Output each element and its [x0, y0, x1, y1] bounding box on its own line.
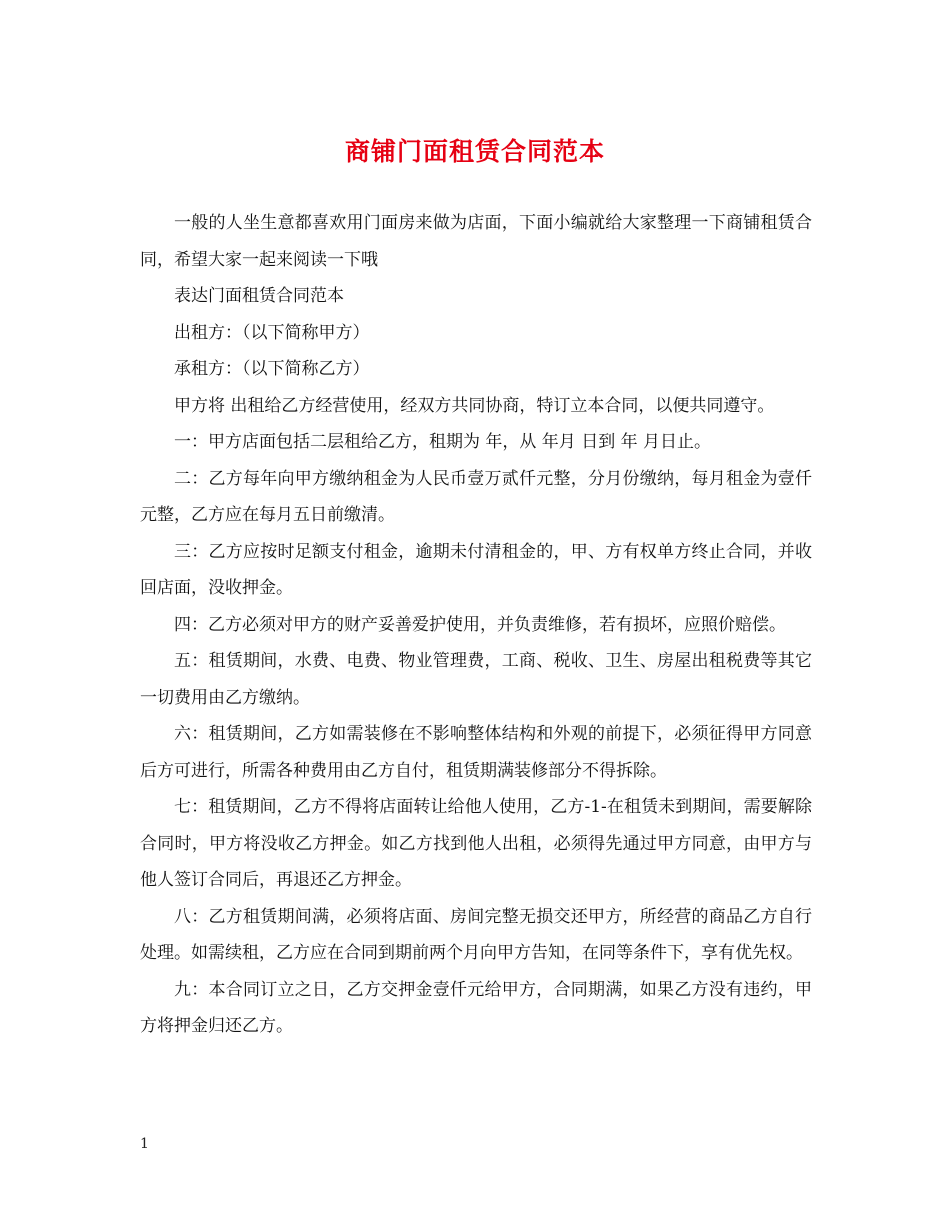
clause-6: 六：租赁期间，乙方如需装修在不影响整体结构和外观的前提下，必须征得甲方同意后方可进行，所需各种费用由乙方自付，租赁期满装修部分不得拆除。	[140, 724, 812, 781]
paragraph-intro: 一般的人坐生意都喜欢用门面房来做为店面，下面小编就给大家整理一下商铺租赁合同，希望大家一起来阅读一下哦	[140, 213, 812, 270]
paragraph-lessor: 出租方：（以下简称甲方）	[174, 322, 370, 343]
paragraph-subtitle: 表达门面租赁合同范本	[174, 286, 344, 306]
clause-9: 九：本合同订立之日，乙方交押金壹仟元给甲方，合同期满，如果乙方没有违约，甲方将押金归还乙方。	[140, 979, 812, 1036]
clause-5: 五：租赁期间，水费、电费、物业管理费，工商、税收、卫生、房屋出租税费等其它一切费用由乙方缴纳。	[140, 651, 812, 708]
clause-1: 一：甲方店面包括二层租给乙方，租期为 年，从 年月 日到 年 月日止。	[174, 432, 712, 452]
paragraph-lessee: 承租方：（以下简称乙方）	[174, 359, 370, 379]
document-title: 商铺门面租赁合同范本	[344, 137, 605, 166]
clause-2: 二：乙方每年向甲方缴纳租金为人民币壹万贰仟元整，分月份缴纳，每月租金为壹仟元整，乙方应在每月五日前缴清。	[140, 468, 812, 525]
clause-4: 四：乙方必须对甲方的财产妥善爱护使用，并负责维修，若有损坏，应照价赔偿。	[174, 614, 786, 635]
clause-8: 八：乙方租赁期间满，必须将店面、房间完整无损交还甲方，所经营的商品乙方自行处理。如需续租，乙方应在合同到期前两个月向甲方告知，在同等条件下，享有优先权。	[140, 906, 812, 963]
clause-3: 三：乙方应按时足额支付租金，逾期未付清租金的，甲、方有权单方终止合同，并收回店面，没收押金。	[140, 541, 812, 598]
clause-7: 七：租赁期间，乙方不得将店面转让给他人使用，乙方-1-在租赁未到期间，需要解除合同时，甲方将没收乙方押金。如乙方找到他人出租，必须得先通过甲方同意，由甲方与他人签订合同后，再退还乙方押金。	[140, 797, 812, 890]
page-number: 1	[140, 1136, 149, 1152]
document-body	[140, 205, 812, 1045]
paragraph-preamble: 甲方将 出租给乙方经营使用，经双方共同协商，特订立本合同，以便共同遵守。	[174, 395, 775, 416]
